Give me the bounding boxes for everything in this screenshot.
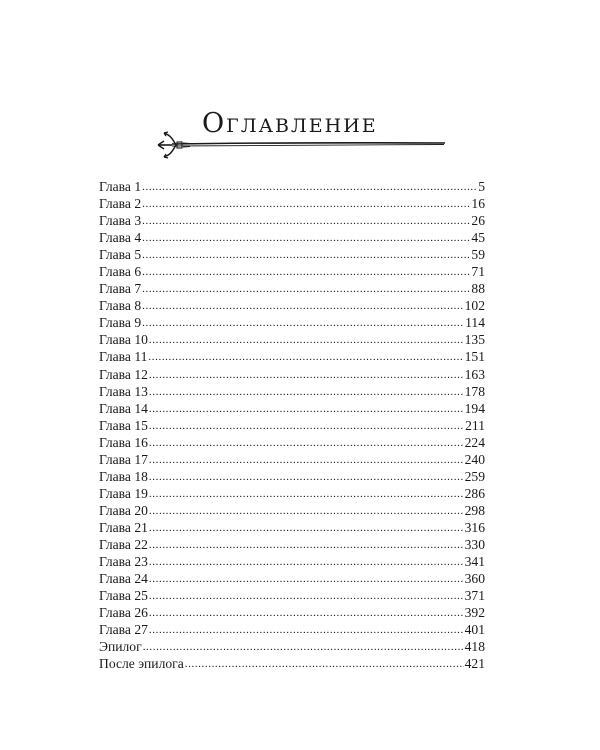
toc-heading-block	[150, 100, 450, 170]
toc-entry-label: Глава 14	[99, 400, 148, 416]
toc-entry-label: Глава 15	[99, 417, 148, 433]
toc-entry	[99, 331, 485, 348]
toc-entry	[99, 195, 485, 212]
toc-entry	[99, 178, 485, 195]
toc-entry	[99, 297, 485, 314]
toc-entry	[99, 400, 485, 417]
toc-entry	[99, 383, 485, 400]
toc-entry-label: Глава 13	[99, 383, 148, 399]
toc-entry-page: 371	[464, 588, 485, 604]
toc-entry-page: 316	[464, 519, 485, 535]
toc-entry-label: Глава 4	[99, 230, 142, 246]
toc-entry	[99, 638, 485, 655]
toc-entry-page: 45	[471, 230, 485, 246]
toc-entry-label: Глава 10	[99, 332, 148, 348]
toc-entry-page: 5	[478, 179, 485, 194]
toc-entry-page: 286	[464, 485, 485, 501]
toc-entry	[99, 655, 485, 672]
toc-entry	[99, 229, 485, 246]
toc-entry-page: 360	[464, 571, 485, 587]
toc-entry	[99, 246, 485, 263]
toc-entry-label: Глава 23	[99, 554, 148, 570]
toc-entry	[99, 348, 485, 365]
toc-entry-label: Глава 18	[99, 468, 148, 484]
toc-entry-label: Глава 3	[99, 213, 142, 229]
toc-entry-label: Глава 11	[99, 349, 148, 365]
toc-entry	[99, 570, 485, 587]
toc-entry-page: 71	[471, 264, 485, 280]
toc-entry-label: После эпилога	[99, 656, 184, 672]
toc-entry-page: 114	[465, 315, 485, 331]
toc-entry-page: 16	[471, 196, 485, 212]
toc-entry-label: Глава 16	[99, 434, 148, 450]
toc-entry	[99, 587, 485, 604]
toc-entry-label: Глава 24	[99, 571, 148, 587]
toc-entry-label: Глава 20	[99, 502, 148, 518]
toc-entry-page: 298	[464, 502, 485, 518]
toc-entry-label: Глава 26	[99, 605, 148, 621]
toc-entry-page: 259	[464, 468, 485, 484]
toc-entry-page: 330	[464, 536, 485, 552]
toc-entry	[99, 604, 485, 621]
page-title: Оглавление	[202, 108, 378, 139]
toc-entry-page: 418	[464, 639, 485, 655]
trident-arrow-icon	[150, 130, 450, 160]
toc-entry-label: Глава 1	[99, 179, 142, 194]
toc-entry-label: Глава 27	[99, 622, 148, 638]
toc-entry-label: Глава 25	[99, 588, 148, 604]
toc-entry	[99, 314, 485, 331]
toc-entry-label: Глава 5	[99, 247, 142, 263]
toc-entry-label: Глава 7	[99, 281, 142, 297]
toc-entry-label: Глава 9	[99, 315, 142, 331]
toc-entry	[99, 502, 485, 519]
toc-entry-page: 26	[471, 213, 485, 229]
toc-entry-label: Эпилог	[99, 639, 142, 655]
toc-entry-page: 59	[471, 247, 485, 263]
dot-leader	[185, 654, 464, 673]
toc-entry-label: Глава 17	[99, 451, 148, 467]
toc-entry	[99, 451, 485, 468]
toc-entry-page: 392	[464, 605, 485, 621]
toc-entry-page: 401	[464, 622, 485, 638]
toc-entry	[99, 468, 485, 485]
toc-entry	[99, 536, 485, 553]
toc-entry-page: 341	[464, 554, 485, 570]
toc-entry-label: Глава 21	[99, 519, 148, 535]
toc-entry	[99, 519, 485, 536]
toc-entry-page: 194	[464, 400, 485, 416]
toc-entry-page: 211	[465, 417, 485, 433]
toc-entry-label: Глава 22	[99, 536, 148, 552]
toc-entry-label: Глава 19	[99, 485, 148, 501]
table-of-contents	[99, 178, 485, 672]
toc-entry	[99, 434, 485, 451]
toc-entry-page: 88	[471, 281, 485, 297]
toc-entry	[99, 212, 485, 229]
toc-entry	[99, 485, 485, 502]
toc-entry-page: 102	[464, 298, 485, 314]
toc-entry-page: 135	[464, 332, 485, 348]
toc-entry-page: 178	[464, 383, 485, 399]
toc-entry	[99, 263, 485, 280]
toc-entry	[99, 621, 485, 638]
toc-entry	[99, 417, 485, 434]
toc-entry	[99, 366, 485, 383]
toc-entry-page: 240	[464, 451, 485, 467]
toc-entry-page: 163	[464, 366, 485, 382]
toc-entry-page: 151	[464, 349, 485, 365]
toc-entry	[99, 280, 485, 297]
toc-entry-label: Глава 12	[99, 366, 148, 382]
toc-entry-label: Глава 2	[99, 196, 142, 212]
toc-entry-page: 224	[464, 434, 485, 450]
toc-entry-page: 421	[464, 656, 485, 672]
toc-entry	[99, 553, 485, 570]
toc-entry-label: Глава 8	[99, 298, 142, 314]
toc-entry-label: Глава 6	[99, 264, 142, 280]
